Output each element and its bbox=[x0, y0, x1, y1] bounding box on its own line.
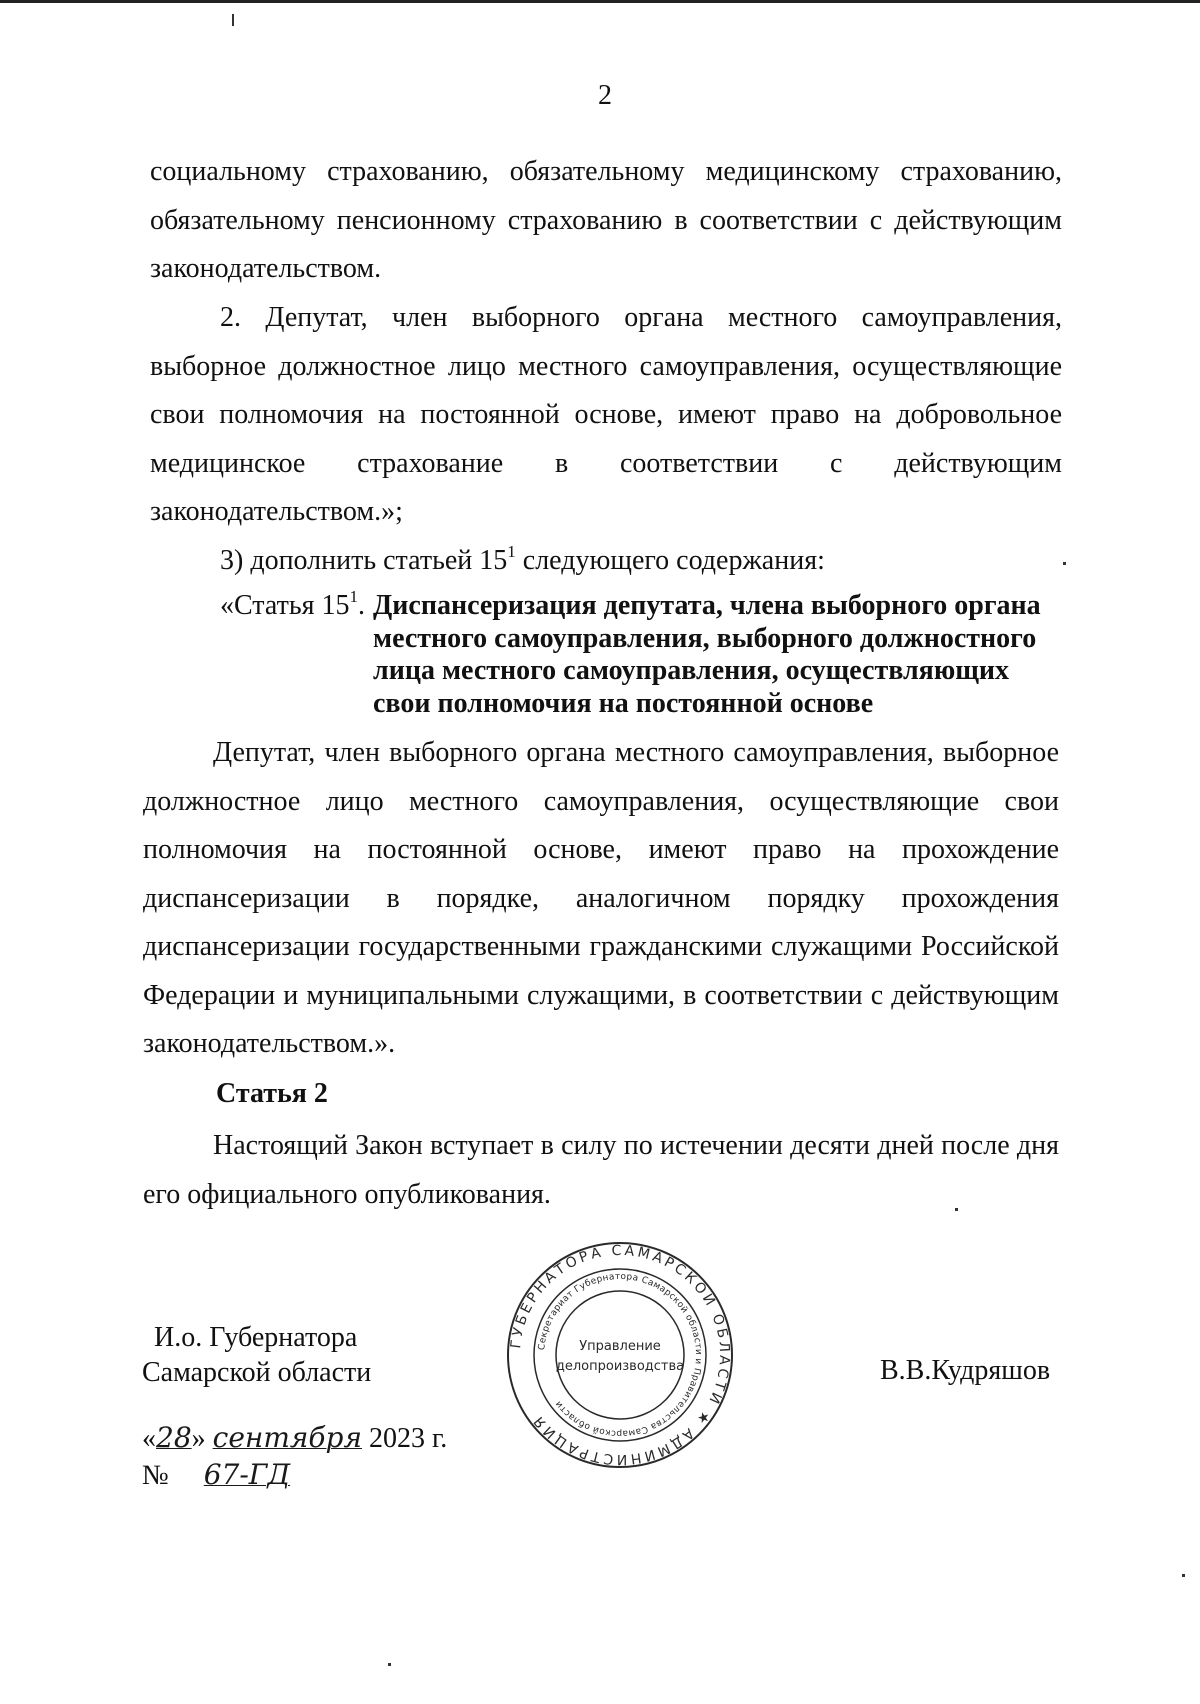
scan-artifact bbox=[232, 14, 234, 26]
scan-artifact bbox=[388, 1663, 391, 1666]
article-15-1-body: Депутат, член выборного органа местного самоуправления, выборное должностное лицо местного самоуправления, осуществляющие свои полномочия на постоянной основе, имеют право на прохождение диспансеризации в порядке, аналогичном порядку прохождения диспансеризации государственными гражданскими служащими Российской Федерации и муниципальными служащими, в соответствии с действующим законодательством.». bbox=[143, 737, 1059, 1059]
stamp-outer-text: ГУБЕРНАТОРА САМАРСКОЙ ОБЛАСТИ ★ АДМИНИСТРАЦИЯ bbox=[508, 1242, 733, 1468]
signatory-position-line2: Самарской области bbox=[142, 1357, 372, 1388]
svg-text:Секретариат Губернатора Самарс bbox=[537, 1272, 703, 1438]
stamp-center-line2: делопроизводства bbox=[555, 1359, 685, 1374]
article-label-dot: . bbox=[357, 590, 365, 621]
signatory-name: В.В.Кудряшов bbox=[880, 1355, 1051, 1386]
signatory-position-line1: И.о. Губернатора bbox=[154, 1322, 358, 1353]
page-number: 2 bbox=[598, 80, 612, 111]
item-3-text: 3) дополнить статьей 15 bbox=[220, 545, 508, 576]
article-label: «Статья 15 bbox=[220, 590, 350, 621]
official-seal-stamp bbox=[505, 1240, 735, 1470]
article-2-body: Настоящий Закон вступает в силу по истечении десяти дней после дня его официального опубликования. bbox=[143, 1130, 1059, 1210]
date-year: 2023 г. bbox=[368, 1423, 448, 1454]
number-value: 67-ГД bbox=[203, 1458, 291, 1491]
date-day: 28 bbox=[156, 1421, 192, 1454]
scan-artifact bbox=[1182, 1574, 1185, 1577]
paragraph-continuation: социальному страхованию, обязательному медицинскому страхованию, обязательному пенсионному страхованию в соответствии с действующим законодательством. bbox=[150, 156, 1062, 284]
law-number bbox=[142, 1457, 447, 1494]
signatory-position bbox=[142, 1320, 371, 1390]
article-2-title: Статья 2 bbox=[216, 1078, 328, 1109]
date-month: сентября bbox=[212, 1421, 362, 1454]
paragraph-item-3 bbox=[220, 537, 1062, 586]
item-3-superscript: 1 bbox=[507, 541, 516, 561]
item-3-text-end: следующего содержания: bbox=[515, 545, 825, 576]
scan-edge bbox=[0, 0, 1200, 3]
stamp-center-line1: Управление bbox=[579, 1339, 661, 1354]
article-label-superscript: 1 bbox=[349, 586, 358, 606]
scan-artifact bbox=[1063, 562, 1066, 565]
number-label: № bbox=[142, 1460, 169, 1491]
stamp-inner-text: Секретариат Губернатора Самарской области и Правительства Самарской области bbox=[537, 1271, 704, 1439]
date-open-quote: « bbox=[142, 1423, 156, 1454]
signing-date-and-number bbox=[142, 1420, 447, 1494]
article-heading-prefix bbox=[220, 586, 365, 623]
signing-date bbox=[142, 1420, 447, 1457]
date-close-quote: » bbox=[191, 1423, 206, 1454]
article-heading-title: Диспансеризация депутата, члена выборного органа местного самоуправления, выборного должностного лица местного самоуправления, осуществляющих свои полномочия на постоянной основе bbox=[373, 590, 1041, 719]
paragraph-item-2: 2. Депутат, член выборного органа местного самоуправления, выборное должностное лицо местного самоуправления, осуществляющие свои полномочия на постоянной основе, имеют право на добровольное медицинское страхование в соответствии с действующим законодательством.»; bbox=[150, 302, 1062, 527]
